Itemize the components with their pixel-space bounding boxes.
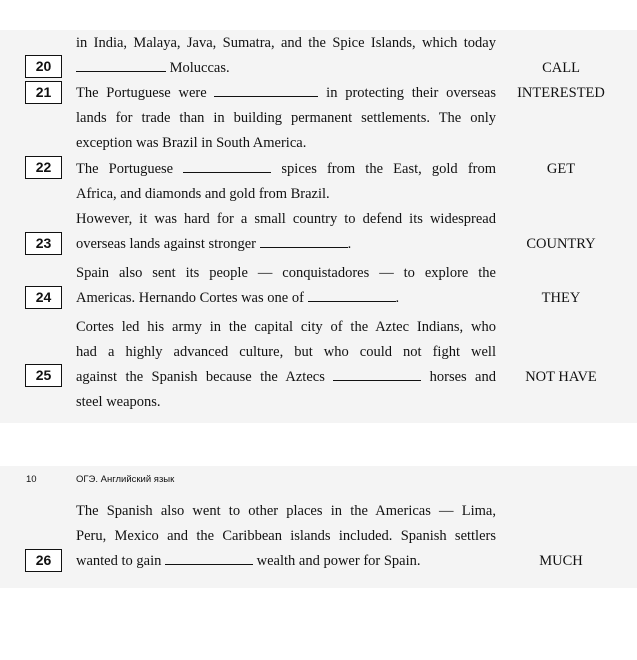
answer-blank[interactable] xyxy=(214,84,318,97)
text-line: in India, Malaya, Java, Sumatra, and the Spice Islands, which today xyxy=(76,35,496,51)
text-line: exception was Brazil in South America. xyxy=(76,135,307,151)
answer-blank[interactable] xyxy=(183,160,271,173)
sentence-line: Americas. Hernando Cortes was one of . xyxy=(76,290,400,306)
text-line: lands for trade than in building permanent settlements. The only xyxy=(76,110,496,126)
answer-blank[interactable] xyxy=(333,368,421,381)
sentence-line: The Portuguese were in protecting their overseas xyxy=(76,85,496,101)
page-header: ОГЭ. Английский язык xyxy=(76,474,175,485)
answer-blank[interactable] xyxy=(76,59,166,72)
key-word: COUNTRY xyxy=(526,236,596,252)
text-line: Spain also sent its people — conquistadores — to explore the xyxy=(76,265,496,281)
page-number: 10 xyxy=(26,474,37,485)
sentence-line: wanted to gain wealth and power for Spain. xyxy=(76,553,421,569)
text-line: The Spanish also went to other places in the Americas — Lima, xyxy=(76,503,496,519)
key-word: GET xyxy=(546,161,576,177)
item-number-box: 20 xyxy=(25,55,62,78)
key-word: CALL xyxy=(542,60,580,76)
text-line: However, it was hard for a small country to defend its widespread xyxy=(76,211,496,227)
key-word: NOT HAVE xyxy=(525,369,597,385)
sentence-line: The Portuguese spices from the East, gold from xyxy=(76,161,496,177)
sentence-line: Moluccas. xyxy=(76,59,496,77)
item-number-box: 26 xyxy=(25,549,62,572)
text-line: had a highly advanced culture, but who could not fight well xyxy=(76,344,496,360)
key-word: THEY xyxy=(541,290,581,306)
item-number-box: 24 xyxy=(25,286,62,309)
key-word: INTERESTED xyxy=(517,85,605,101)
text-line: Cortes led his army in the capital city of the Aztec Indians, who xyxy=(76,319,496,335)
text-line: steel weapons. xyxy=(76,394,161,410)
item-number-box: 25 xyxy=(25,364,62,387)
sentence-line: against the Spanish because the Aztecs horses and xyxy=(76,369,496,385)
text-line: Peru, Mexico and the Caribbean islands included. Spanish settlers xyxy=(76,528,496,544)
item-number-box: 21 xyxy=(25,81,62,104)
answer-blank[interactable] xyxy=(308,289,396,302)
text-line: Africa, and diamonds and gold from Brazil. xyxy=(76,186,330,202)
answer-blank[interactable] xyxy=(260,235,348,248)
key-word: MUCH xyxy=(539,553,583,569)
item-number-box: 23 xyxy=(25,232,62,255)
sentence-line: overseas lands against stronger . xyxy=(76,236,352,252)
answer-blank[interactable] xyxy=(165,552,253,565)
item-number-box: 22 xyxy=(25,156,62,179)
